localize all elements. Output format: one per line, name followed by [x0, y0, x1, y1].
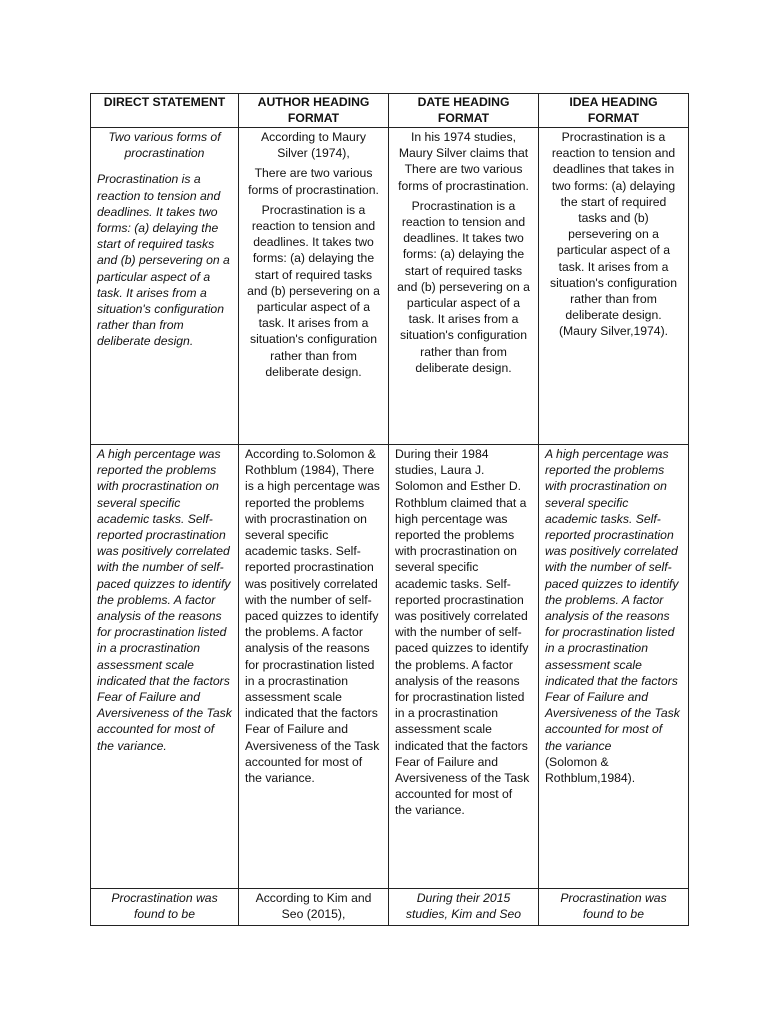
header-date-heading-format: DATE HEADING FORMAT: [389, 94, 539, 128]
idea-heading-cell: [539, 445, 689, 889]
idea-heading-cell: [539, 889, 689, 926]
comparison-table: [90, 93, 689, 926]
header-row: [91, 94, 689, 128]
direct-statement-cell: [91, 445, 239, 889]
date-heading-cell: [389, 889, 539, 926]
header-direct-statement: DIRECT STATEMENT: [91, 94, 239, 128]
table-row: [91, 128, 689, 445]
idea-heading-cell: [539, 128, 689, 445]
cell-paragraph: According to Maury Silver (1974),: [261, 130, 366, 161]
cell-paragraph: In his 1974 studies, Maury Silver claims that There are two various forms of procrastination.: [398, 130, 529, 193]
direct-statement-cell: [91, 128, 239, 445]
cell-citation: (Solomon & Rothblum,1984).: [545, 754, 636, 786]
date-heading-cell: [389, 445, 539, 889]
cell-paragraph: A high percentage was reported the problems with procrastination on several specific academic tasks. Self-reported procrastination was positively correlated with the number of self-paced quizzes to identify the problems. A factor analysis of the reasons for procrastination listed in a procrastination assessment scale indicated that the factors Fear of Failure and Aversiveness of the Task accounted for most of the variance.: [97, 447, 232, 753]
table-row: [91, 889, 689, 926]
cell-paragraph: A high percentage was reported the problems with procrastination on several specific academic tasks. Self-reported procrastination was positively correlated with the number of self-paced quizzes to identify the problems. A factor analysis of the reasons for procrastination listed in a procrastination assessment scale indicated that the factors Fear of Failure and Aversiveness of the Task accounted for most of the variance: [545, 447, 680, 753]
cell-paragraph: Two various forms of procrastination: [108, 130, 221, 161]
cell-paragraph: Procrastination was found to be: [560, 891, 667, 922]
direct-statement-cell: [91, 889, 239, 926]
author-heading-cell: [239, 128, 389, 445]
cell-paragraph: Procrastination is a reaction to tension and deadlines. It takes two forms: (a) delaying the start of required tasks and (b) persevering on a particular aspect of a task. It arises from a situation's configuration rather than from deliberate design.: [397, 198, 530, 375]
header-idea-heading-format: IDEA HEADING FORMAT: [539, 94, 689, 128]
header-author-heading-format: AUTHOR HEADING FORMAT: [239, 94, 389, 128]
cell-paragraph: According to.Solomon & Rothblum (1984), There is a high percentage was reported the problems with procrastination on several specific academic tasks. Self-reported procrastination was positively correlated with the number of self-paced quizzes to identify the problems. A factor analysis of the reasons for procrastination listed in a procrastination assessment scale indicated that the factors Fear of Failure and Aversiveness of the Task accounted for most of the variance.: [245, 447, 380, 786]
cell-paragraph: Procrastination is a reaction to tension and deadlines. It takes two forms: (a) delaying the start of required tasks and (b) persevering on a particular aspect of a task. It arises from a situation's configuration rather than from deliberate design.: [247, 202, 380, 379]
cell-paragraph: Procrastination is a reaction to tension and deadlines. It takes two forms: (a) delaying the start of required tasks and (b) persevering on a particular aspect of a task. It arises from a situation's configuration rather than from deliberate design.: [97, 172, 230, 349]
cell-paragraph: During their 2015 studies, Kim and Seo: [405, 891, 522, 922]
cell-paragraph: Procrastination was found to be: [111, 891, 218, 922]
cell-paragraph: Procrastination is a reaction to tension and deadlines that takes in two forms: (a) delaying the start of required tasks and (b) persevering on a particular aspect of a task. It arises from a situation's configuration rather than from deliberate design. (Maury Silver,1974).: [550, 130, 677, 339]
author-heading-cell: [239, 445, 389, 889]
author-heading-cell: [239, 889, 389, 926]
date-heading-cell: [389, 128, 539, 445]
cell-paragraph: There are two various forms of procrastination.: [248, 166, 379, 197]
cell-paragraph: During their 1984 studies, Laura J. Solomon and Esther D. Rothblum claimed that a high percentage was reported the problems with procrastination on several specific academic tasks. Self-reported procrastination was positively correlated with the number of self-paced quizzes to identify the problems. A factor analysis of the reasons for procrastination listed in a procrastination assessment scale indicated that the factors Fear of Failure and Aversiveness of the Task accounted for most of the variance.: [395, 447, 530, 818]
cell-paragraph: According to Kim and Seo (2015),: [255, 891, 372, 922]
table-row: [91, 445, 689, 889]
